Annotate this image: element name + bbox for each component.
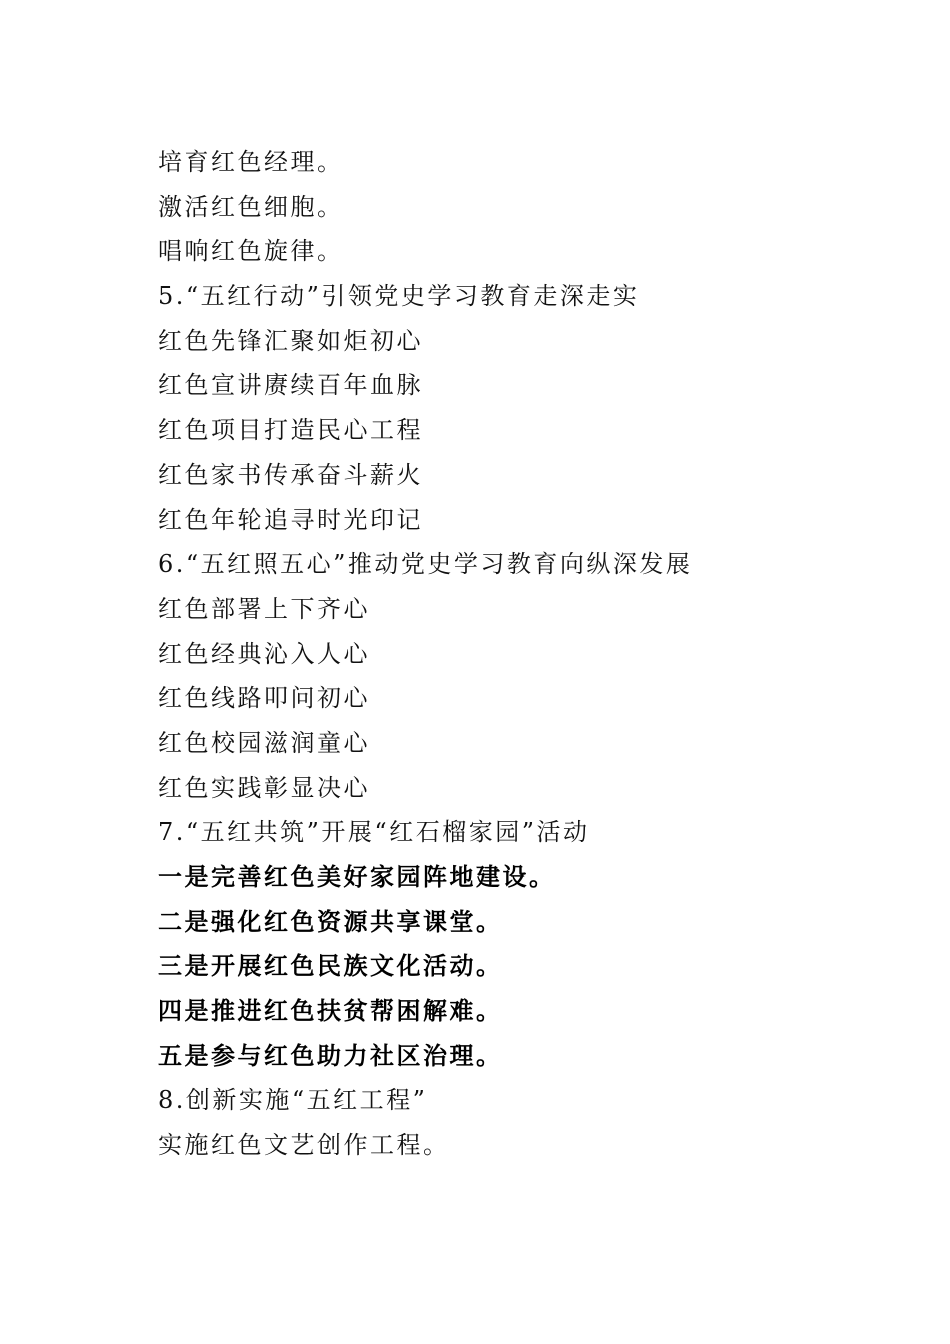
text-line: 红色部署上下齐心 xyxy=(158,594,370,623)
text-line: 红色先锋汇聚如炬初心 xyxy=(158,326,423,355)
text-line: 二是强化红色资源共享课堂。 xyxy=(158,906,503,936)
section-heading: 6.“五红照五心”推动党史学习教育向纵深发展 xyxy=(158,550,693,579)
text-line: 红色校园滋润童心 xyxy=(158,728,370,757)
text-line: 一是完善红色美好家园阵地建设。 xyxy=(158,862,556,891)
document-body xyxy=(158,140,878,1168)
section-heading: 8.创新实施“五红工程” xyxy=(158,1086,428,1115)
text-line: 激活红色细胞。 xyxy=(158,192,344,221)
section-heading: 7.“五红共筑”开展“红石榴家园”活动 xyxy=(158,818,590,847)
text-line: 红色年轮追寻时光印记 xyxy=(158,505,423,534)
text-line: 红色实践彰显决心 xyxy=(158,773,370,802)
text-line: 四是推进红色扶贫帮困解难。 xyxy=(158,996,503,1026)
text-line: 培育红色经理。 xyxy=(158,148,344,176)
text-line: 三是开展红色民族文化活动。 xyxy=(158,951,503,981)
text-line: 红色家书传承奋斗薪火 xyxy=(158,460,423,489)
text-line: 红色宣讲赓续百年血脉 xyxy=(158,371,423,400)
text-line: 五是参与红色助力社区治理。 xyxy=(158,1040,503,1070)
text-line: 实施红色文艺创作工程。 xyxy=(158,1131,450,1160)
text-line: 唱响红色旋律。 xyxy=(158,237,344,266)
text-line: 红色经典沁入人心 xyxy=(158,639,370,668)
section-heading: 5.“五红行动”引领党史学习教育走深走实 xyxy=(158,282,640,311)
text-line: 红色项目打造民心工程 xyxy=(158,416,423,445)
text-line: 红色线路叩问初心 xyxy=(158,684,370,713)
